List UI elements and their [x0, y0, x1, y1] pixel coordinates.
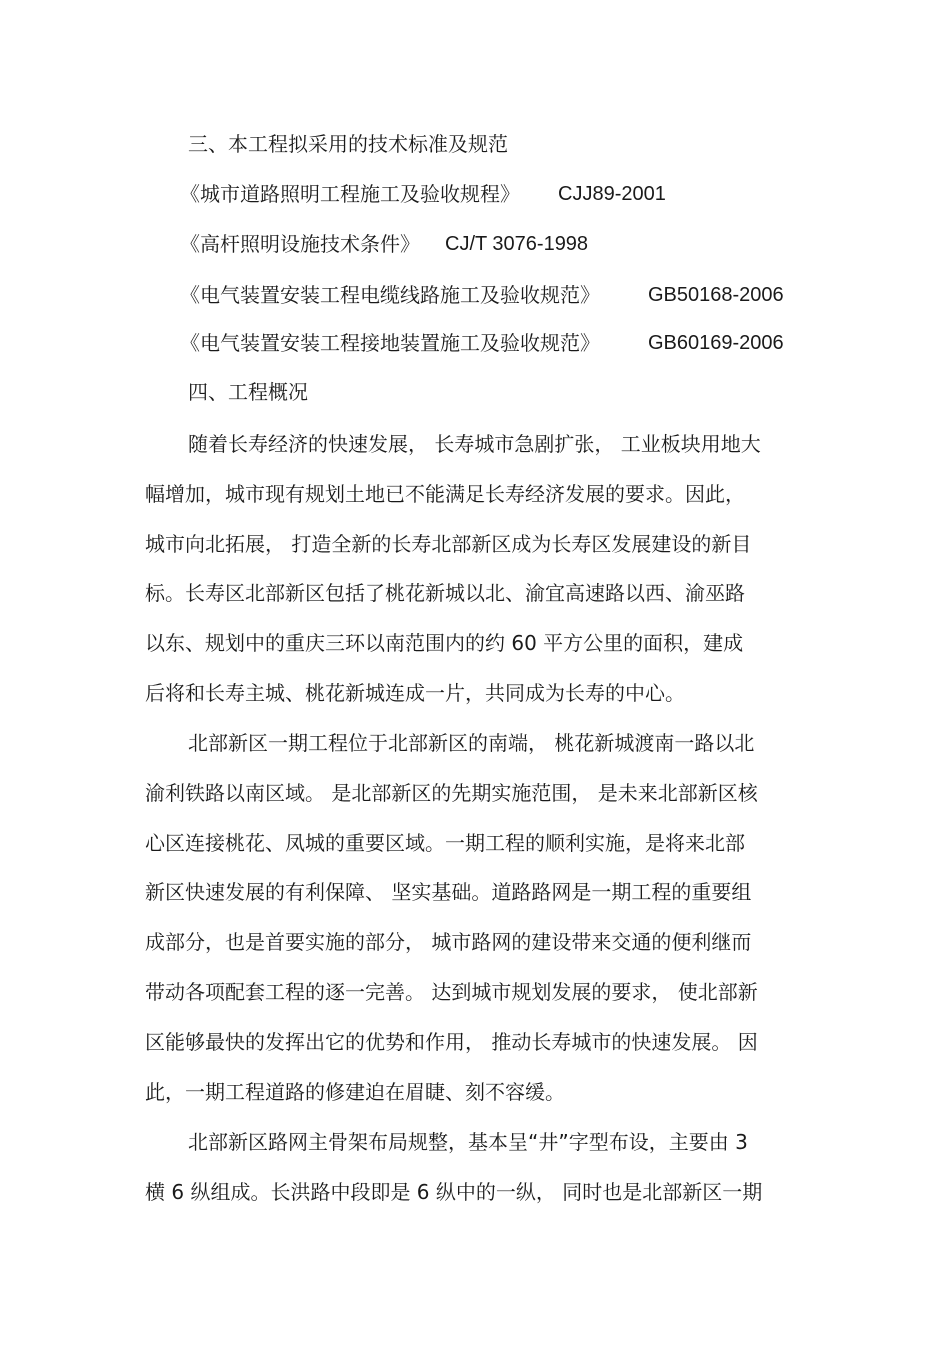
- paragraph-line: 新区快速发展的有利保障、 坚实基础。道路路网是一期工程的重要组: [145, 880, 752, 904]
- standard-title: 《城市道路照明工程施工及验收规程》: [180, 182, 520, 206]
- standard-title: 《电气装置安装工程接地装置施工及验收规范》: [180, 331, 600, 355]
- paragraph-line: 横 6 纵组成。长洪路中段即是 6 纵中的一纵， 同时也是北部新区一期: [145, 1180, 763, 1204]
- standard-code: CJJ89-2001: [558, 183, 666, 205]
- section-heading-overview: 四、工程概况: [188, 380, 308, 404]
- paragraph-line: 渝利铁路以南区域。 是北部新区的先期实施范围， 是未来北部新区核: [145, 781, 758, 805]
- paragraph-line: 带动各项配套工程的逐一完善。 达到城市规划发展的要求， 使北部新: [145, 980, 758, 1004]
- standard-title: 《电气装置安装工程电缆线路施工及验收规范》: [180, 283, 600, 307]
- standard-title: 《高杆照明设施技术条件》: [180, 232, 420, 256]
- standard-code: GB50168-2006: [648, 284, 784, 306]
- paragraph-line: 北部新区一期工程位于北部新区的南端， 桃花新城渡南一路以北: [188, 731, 755, 755]
- section-heading-standards: 三、本工程拟采用的技术标准及规范: [188, 132, 508, 156]
- paragraph-line: 心区连接桃花、凤城的重要区域。一期工程的顺利实施，是将来北部: [145, 831, 745, 855]
- paragraph-line: 成部分，也是首要实施的部分， 城市路网的建设带来交通的便利继而: [145, 930, 752, 954]
- paragraph-line: 以东、规划中的重庆三环以南范围内的约 60 平方公里的面积，建成: [145, 631, 744, 655]
- paragraph-line: 标。长寿区北部新区包括了桃花新城以北、渝宜高速路以西、渝巫路: [145, 581, 745, 605]
- standard-code: GB60169-2006: [648, 332, 784, 354]
- paragraph-line: 随着长寿经济的快速发展， 长寿城市急剧扩张， 工业板块用地大: [188, 432, 761, 456]
- paragraph-line: 区能够最快的发挥出它的优势和作用， 推动长寿城市的快速发展。 因: [145, 1030, 758, 1054]
- paragraph-line: 此，一期工程道路的修建迫在眉睫、刻不容缓。: [145, 1080, 565, 1104]
- standard-code: CJ/T 3076-1998: [445, 233, 589, 255]
- paragraph-line: 后将和长寿主城、桃花新城连成一片，共同成为长寿的中心。: [145, 681, 685, 705]
- paragraph-line: 北部新区路网主骨架布局规整，基本呈“井”字型布设，主要由 3: [188, 1130, 748, 1154]
- paragraph-line: 幅增加，城市现有规划土地已不能满足长寿经济发展的要求。因此，: [145, 482, 745, 506]
- paragraph-line: 城市向北拓展， 打造全新的长寿北部新区成为长寿区发展建设的新目: [145, 532, 752, 556]
